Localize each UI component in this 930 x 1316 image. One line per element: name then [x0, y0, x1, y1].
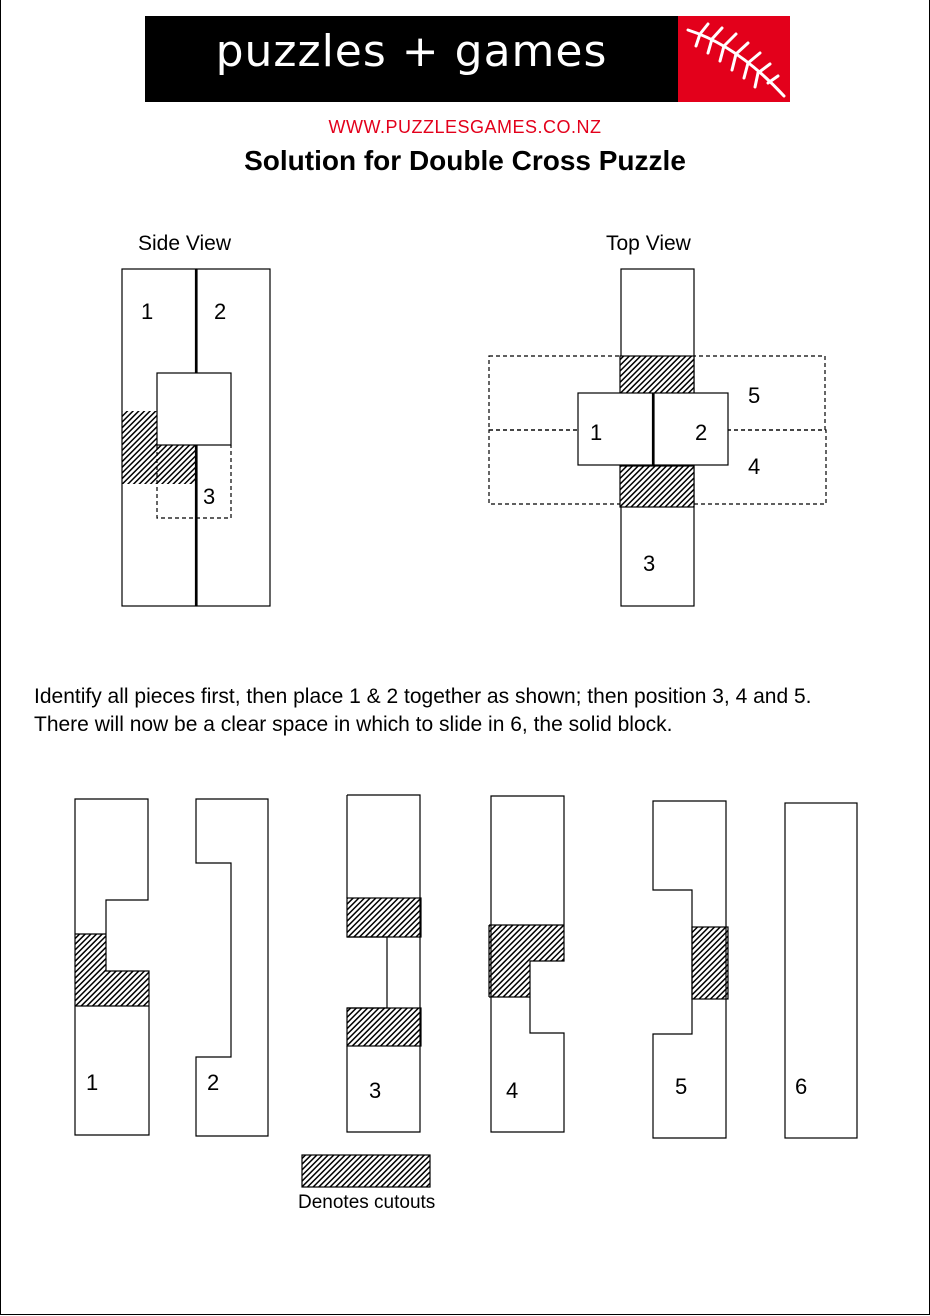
legend-swatch — [302, 1155, 430, 1187]
top-view-cutout-top — [620, 356, 694, 394]
piece-5 — [653, 801, 728, 1138]
legend-label: Denotes cutouts — [298, 1192, 436, 1213]
piece-label-2: 2 — [207, 1070, 220, 1095]
piece-4 — [489, 796, 564, 1132]
top-view-label: Top View — [606, 232, 691, 255]
top-view-label-5: 5 — [748, 383, 761, 408]
side-view-label-1: 1 — [141, 299, 154, 324]
piece-label-4: 4 — [506, 1078, 519, 1103]
top-view-label-3: 3 — [643, 551, 656, 576]
side-view-label-2: 2 — [214, 299, 227, 324]
piece-label-5: 5 — [675, 1074, 688, 1099]
piece-label-1: 1 — [86, 1070, 99, 1095]
page-title: Solution for Double Cross Puzzle — [244, 145, 686, 176]
top-view-label-1: 1 — [590, 420, 603, 445]
side-view-label-3: 3 — [203, 484, 216, 509]
piece-label-3: 3 — [369, 1078, 382, 1103]
top-view-piece-2 — [654, 393, 728, 465]
top-view-label-4: 4 — [748, 454, 761, 479]
instructions-text: Identify all pieces first, then place 1 & 2 together as shown; then position 3, 4 and 5. There will now be a clear space in which to slide in 6, the solid block. — [34, 685, 812, 736]
side-view-window — [157, 373, 231, 445]
piece-label-6: 6 — [795, 1074, 808, 1099]
top-view-label-2: 2 — [695, 420, 708, 445]
website-url: WWW.PUZZLESGAMES.CO.NZ — [328, 117, 602, 137]
top-view-diagram — [489, 269, 826, 606]
brand-name: puzzles + games — [215, 26, 608, 77]
piece-3 — [347, 795, 421, 1132]
side-view-label: Side View — [138, 232, 232, 255]
top-view-cutout-bottom — [620, 466, 694, 507]
